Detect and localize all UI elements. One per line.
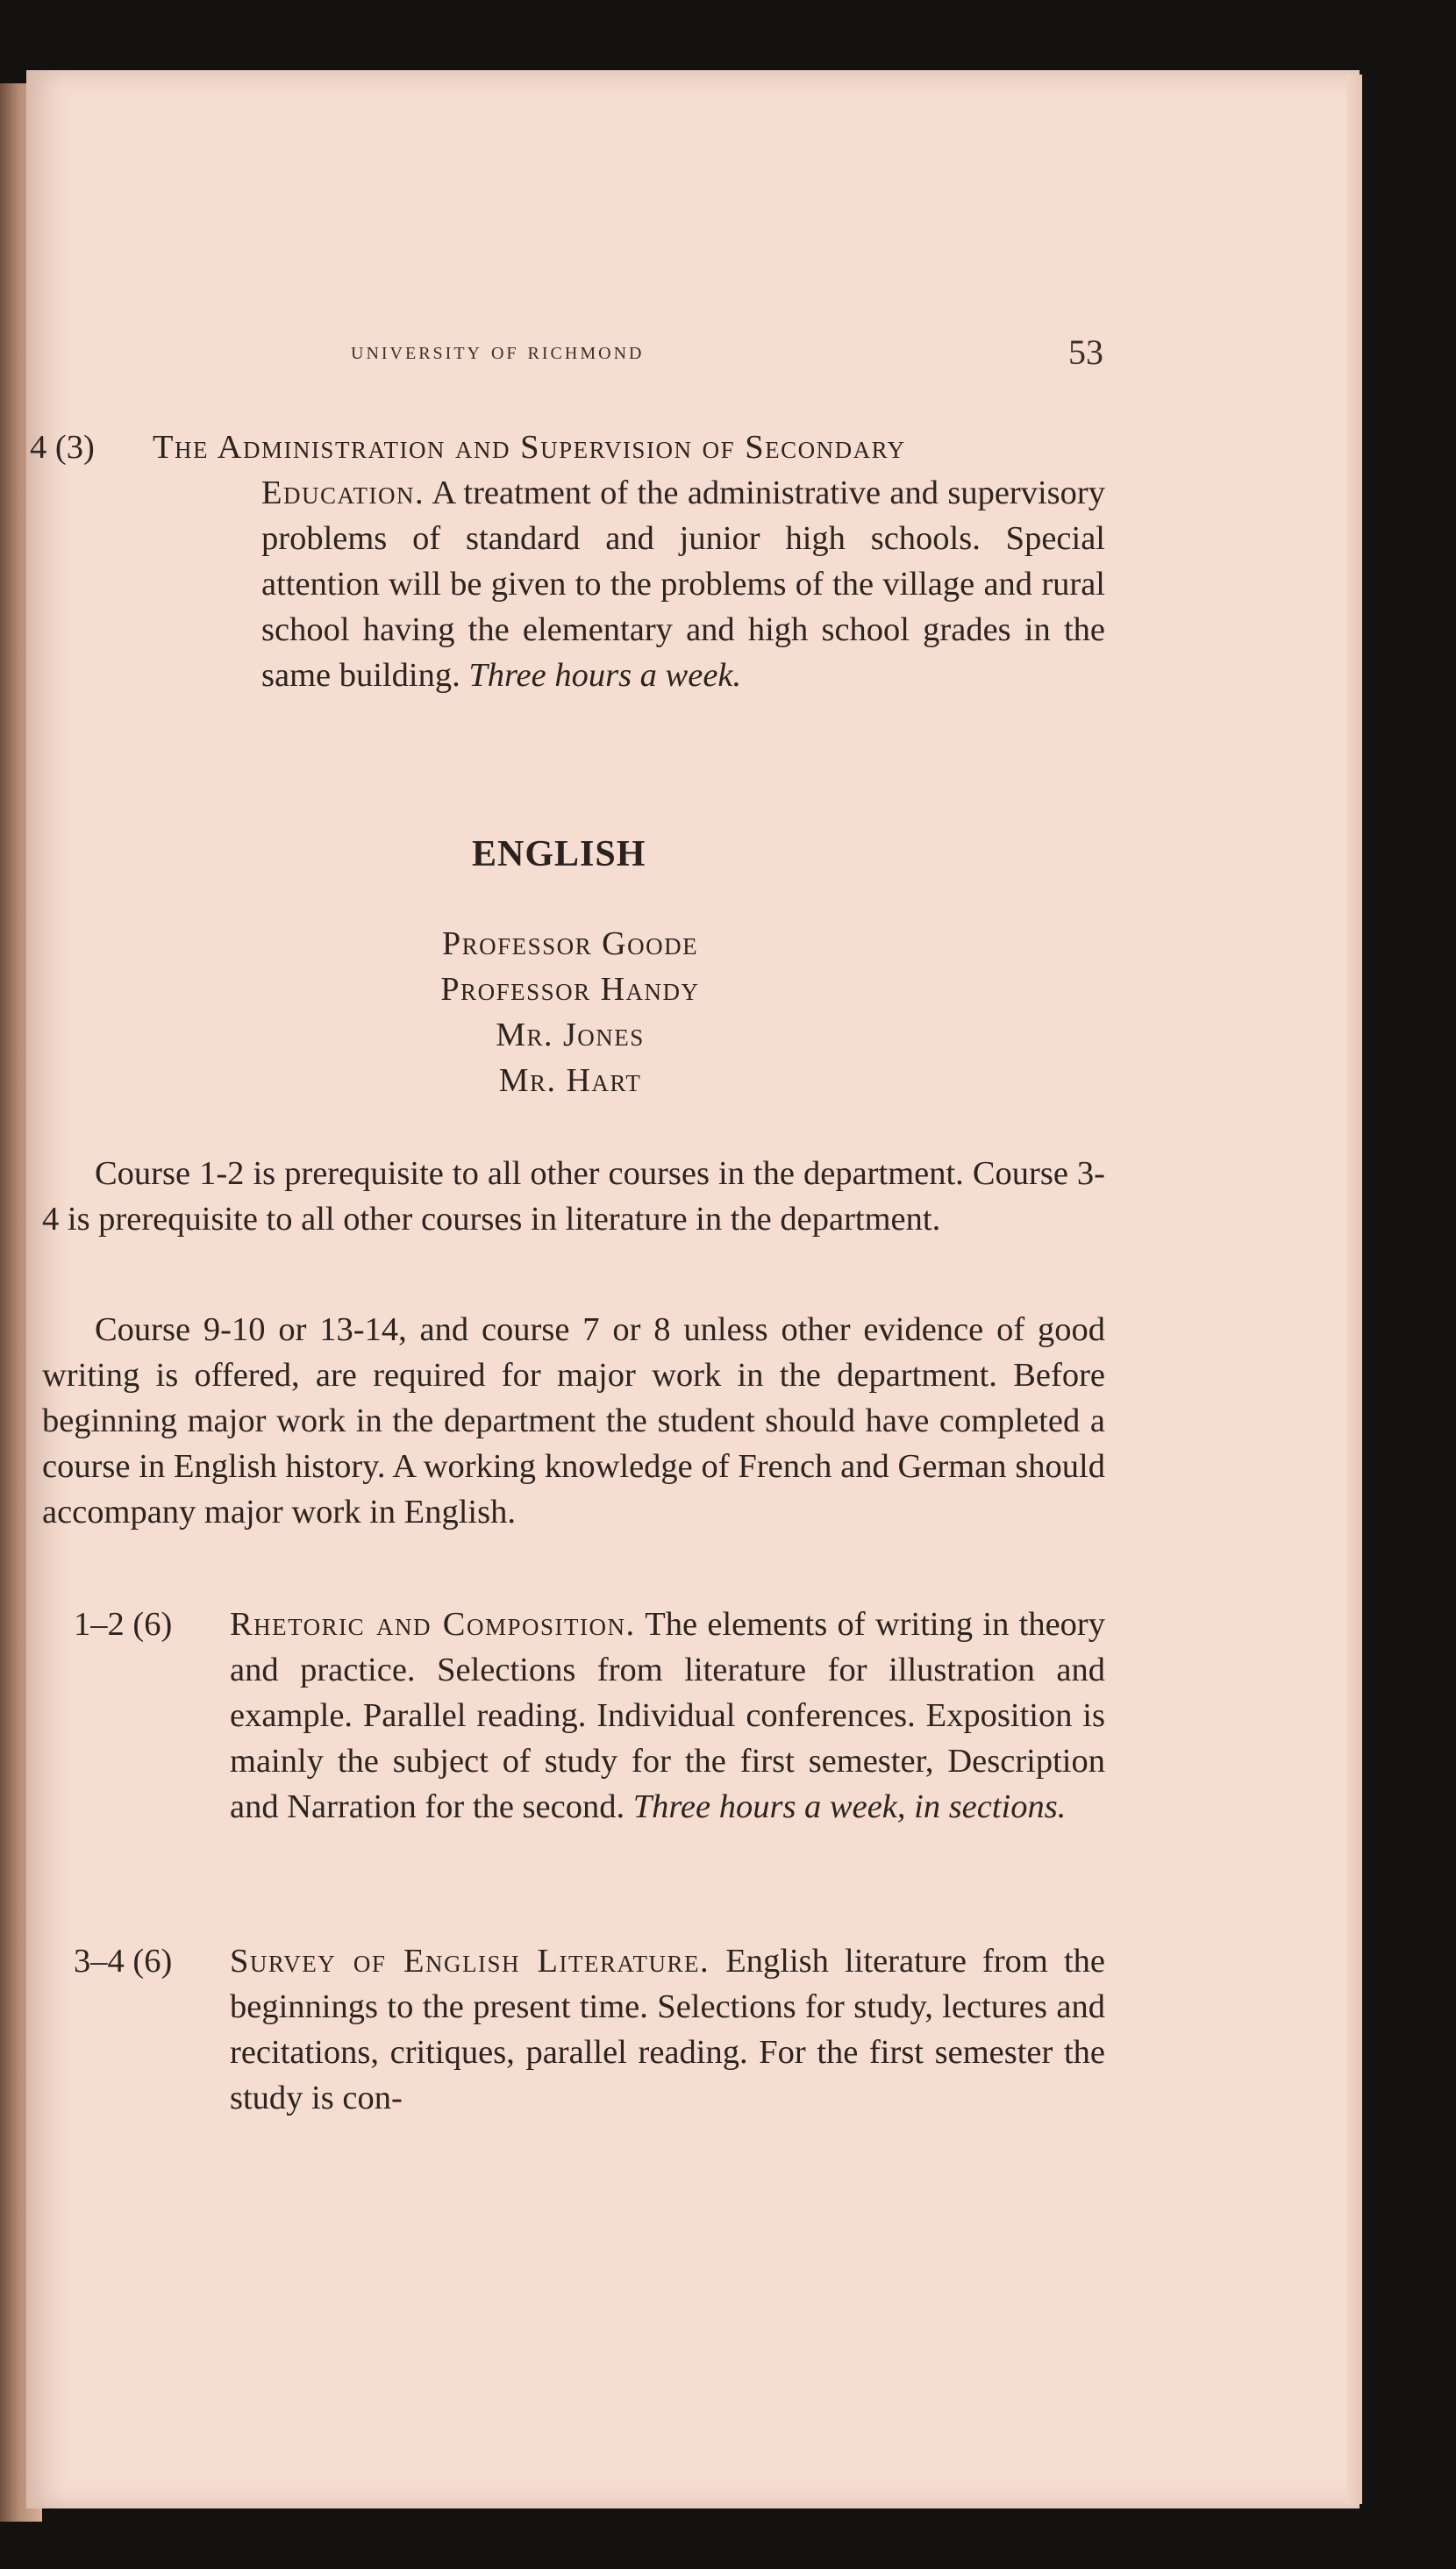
course-3-4-block [230, 1938, 1105, 2121]
course-4-title-line [153, 425, 1105, 470]
department-title: ENGLISH [472, 834, 646, 874]
faculty-member: Professor Goode [441, 925, 699, 962]
faculty-member: Professor Handy [440, 971, 700, 1008]
course-4-description: A treatment of the administrative and supervisory problems of standard and junior high schools. Special attention will be given to the problems of the village and rural school having the elementary and high school grades in the same building. [261, 475, 1105, 694]
course-3-4-description: English literature from the beginnings to the present time. Selections for study, lectures and recitations, critiques, parallel reading. For the first semester the study is con- [230, 1943, 1105, 2116]
course-3-4-title: Survey of English Literature. [230, 1943, 710, 1980]
major-requirements-paragraph: Course 9-10 or 13-14, and course 7 or 8 unless other evidence of good writing is offered, are required for major work in the department. Before beginning major work in the department the student should have completed a course in English history. A working knowledge of French and German should accompany major work in English. [42, 1311, 1105, 1531]
prerequisite-paragraph: Course 1-2 is prerequisite to all other courses in the department. Course 3-4 is prerequisite to all other courses in literature in the department. [42, 1155, 1105, 1238]
course-4-title-the: The [153, 429, 210, 466]
course-3-4-number: 3–4 (6) [74, 1943, 173, 1980]
course-4-title: Administration and Supervision of Secondary [217, 429, 906, 466]
course-4-number: 4 (3) [30, 429, 95, 466]
course-1-2-block [230, 1602, 1105, 1830]
faculty-member: Mr. Hart [498, 1062, 642, 1099]
faculty-list [351, 921, 789, 1103]
course-4-title-line2: Education. [261, 475, 425, 511]
course-1-2-hours: Three hours a week, in sections. [632, 1788, 1067, 1825]
running-head: university of richmond [351, 338, 645, 365]
page-edge [1346, 75, 1362, 2504]
course-1-2-number: 1–2 (6) [74, 1606, 173, 1643]
course-4-hours: Three hours a week. [468, 657, 742, 694]
course-1-2-title: Rhetoric and Composition. [230, 1606, 636, 1643]
page-number: 53 [1068, 332, 1103, 372]
course-4-description-block [261, 470, 1105, 698]
course-1-2-description: The elements of writing in theory and practice. Selections from literature for illustration and example. Parallel reading. Individual conferences. Exposition is mainly the subject of study for the first semester, Description and Narration for the second. [230, 1606, 1105, 1825]
faculty-member: Mr. Jones [496, 1017, 645, 1053]
